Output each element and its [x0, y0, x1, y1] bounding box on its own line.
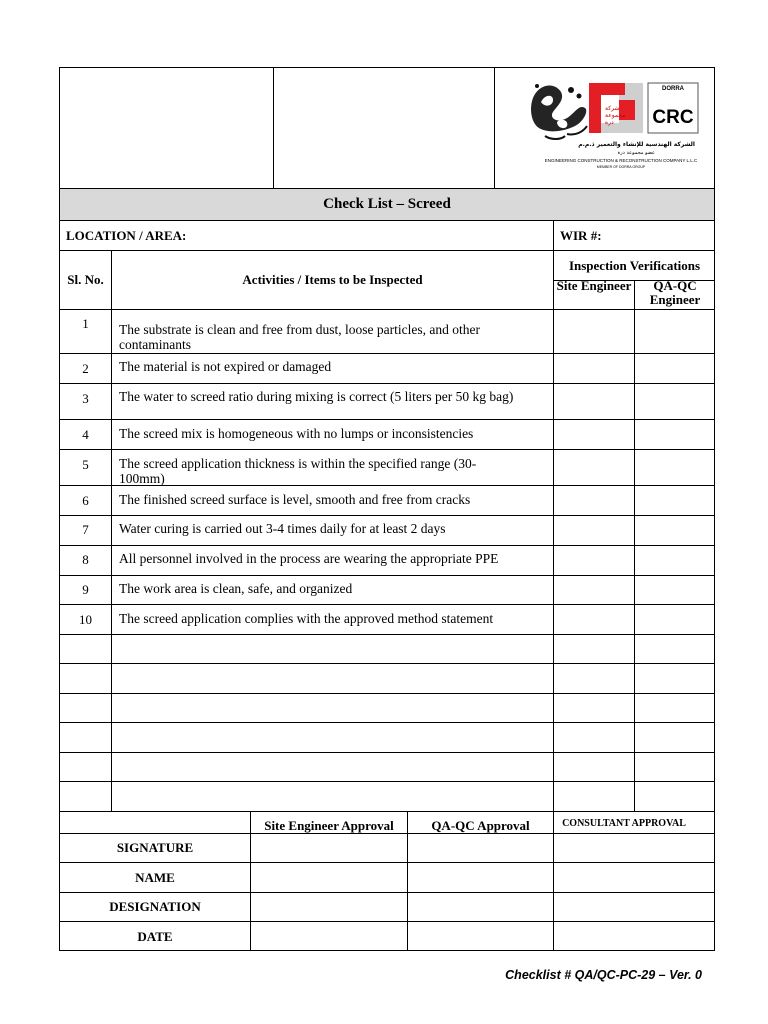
- item-number: 10: [79, 612, 92, 627]
- header-site-engineer: Site Engineer: [556, 278, 632, 293]
- row-rule: [59, 309, 715, 310]
- item-number: 9: [82, 582, 89, 597]
- row-rule: [59, 781, 715, 782]
- item-text: The screed application complies with the approved method statement: [119, 611, 494, 626]
- row-rule: [59, 575, 715, 576]
- header-activities: Activities / Items to be Inspected: [242, 272, 423, 287]
- row-rule: [59, 419, 715, 420]
- date-label: DATE: [137, 929, 173, 944]
- document-code: Checklist # QA/QC-PC-29 – Ver. 0: [505, 968, 702, 982]
- logo-arabic-sub: عضو مجموعة درة: [617, 150, 655, 156]
- row-rule: [59, 515, 715, 516]
- item-text: The material is not expired or damaged: [119, 359, 332, 374]
- header-inspection: Inspection Verifications: [568, 258, 701, 273]
- row-rule: [59, 604, 715, 605]
- item-number: 7: [82, 522, 89, 537]
- item-number: 8: [82, 552, 89, 567]
- location-rule: [59, 250, 715, 251]
- name-label: NAME: [135, 870, 175, 885]
- item-text: The water to screed ratio during mixing is correct (5 liters per 50 kg bag): [119, 389, 514, 404]
- row-rule: [59, 545, 715, 546]
- consultant-approval-heading: CONSULTANT APPROVAL: [562, 818, 686, 829]
- title-rule: [59, 220, 715, 221]
- logo-company-en: ENGINEERING CONSTRUCTION & RECONSTRUCTION COMPANY L.L.C: [544, 158, 698, 163]
- item-number: 6: [82, 493, 89, 508]
- logo-arabic-company: الشركة الهندسية للإنشاء والتعمير ذ.م.م: [578, 141, 695, 148]
- wir-label: WIR #:: [560, 228, 602, 243]
- grid-col-divider: [553, 250, 554, 811]
- row-rule: [59, 663, 715, 664]
- designation-label: DESIGNATION: [109, 899, 201, 914]
- item-text: The finished screed surface is level, smooth and free from cracks: [119, 492, 471, 507]
- item-number: 1: [82, 316, 89, 331]
- company-logo: [527, 78, 702, 176]
- item-text: Water curing is carried out 3-4 times daily for at least 2 days: [119, 521, 446, 536]
- grid-col-divider: [111, 250, 112, 811]
- signature-label: SIGNATURE: [116, 840, 194, 855]
- row-rule: [59, 634, 715, 635]
- location-divider: [553, 220, 554, 250]
- header-qa-qc-engineer: QA-QC Engineer: [649, 278, 701, 307]
- approval-divider: [553, 811, 554, 951]
- approval-rule: [59, 921, 715, 922]
- item-text: The screed application thickness is within the specified range (30-100mm): [119, 456, 477, 486]
- header-sl-no: Sl. No.: [67, 272, 104, 287]
- site-engineer-approval-heading: Site Engineer Approval: [264, 818, 394, 833]
- location-label: LOCATION / AREA:: [66, 228, 187, 243]
- header-divider: [273, 67, 274, 189]
- row-rule: [59, 752, 715, 753]
- page-title: Check List – Screed: [323, 196, 451, 212]
- approval-rule: [59, 862, 715, 863]
- logo-member: MEMBER OF DORRA GROUP: [596, 165, 646, 169]
- item-number: 2: [82, 361, 89, 376]
- qa-qc-approval-heading: QA-QC Approval: [431, 818, 530, 833]
- row-rule: [59, 353, 715, 354]
- item-text: The screed mix is homogeneous with no lumps or inconsistencies: [119, 426, 474, 441]
- header-divider: [494, 67, 495, 189]
- approval-rule: [59, 892, 715, 893]
- row-rule: [59, 383, 715, 384]
- item-text: All personnel involved in the process are wearing the appropriate PPE: [119, 551, 499, 566]
- item-text: The substrate is clean and free from dust, loose particles, and other contaminants: [119, 322, 480, 352]
- approval-rule: [59, 833, 715, 834]
- logo-crc: CRC: [652, 107, 694, 128]
- item-number: 4: [82, 427, 89, 442]
- item-number: 5: [82, 457, 89, 472]
- item-text: The work area is clean, safe, and organized: [119, 581, 353, 596]
- logo-calligraphy: شركة مجموعة درة: [605, 106, 626, 126]
- row-rule: [59, 722, 715, 723]
- logo-dorra: DORRA: [662, 86, 684, 92]
- row-rule: [59, 811, 715, 812]
- row-rule: [59, 693, 715, 694]
- row-rule: [59, 449, 715, 450]
- item-number: 3: [82, 391, 89, 406]
